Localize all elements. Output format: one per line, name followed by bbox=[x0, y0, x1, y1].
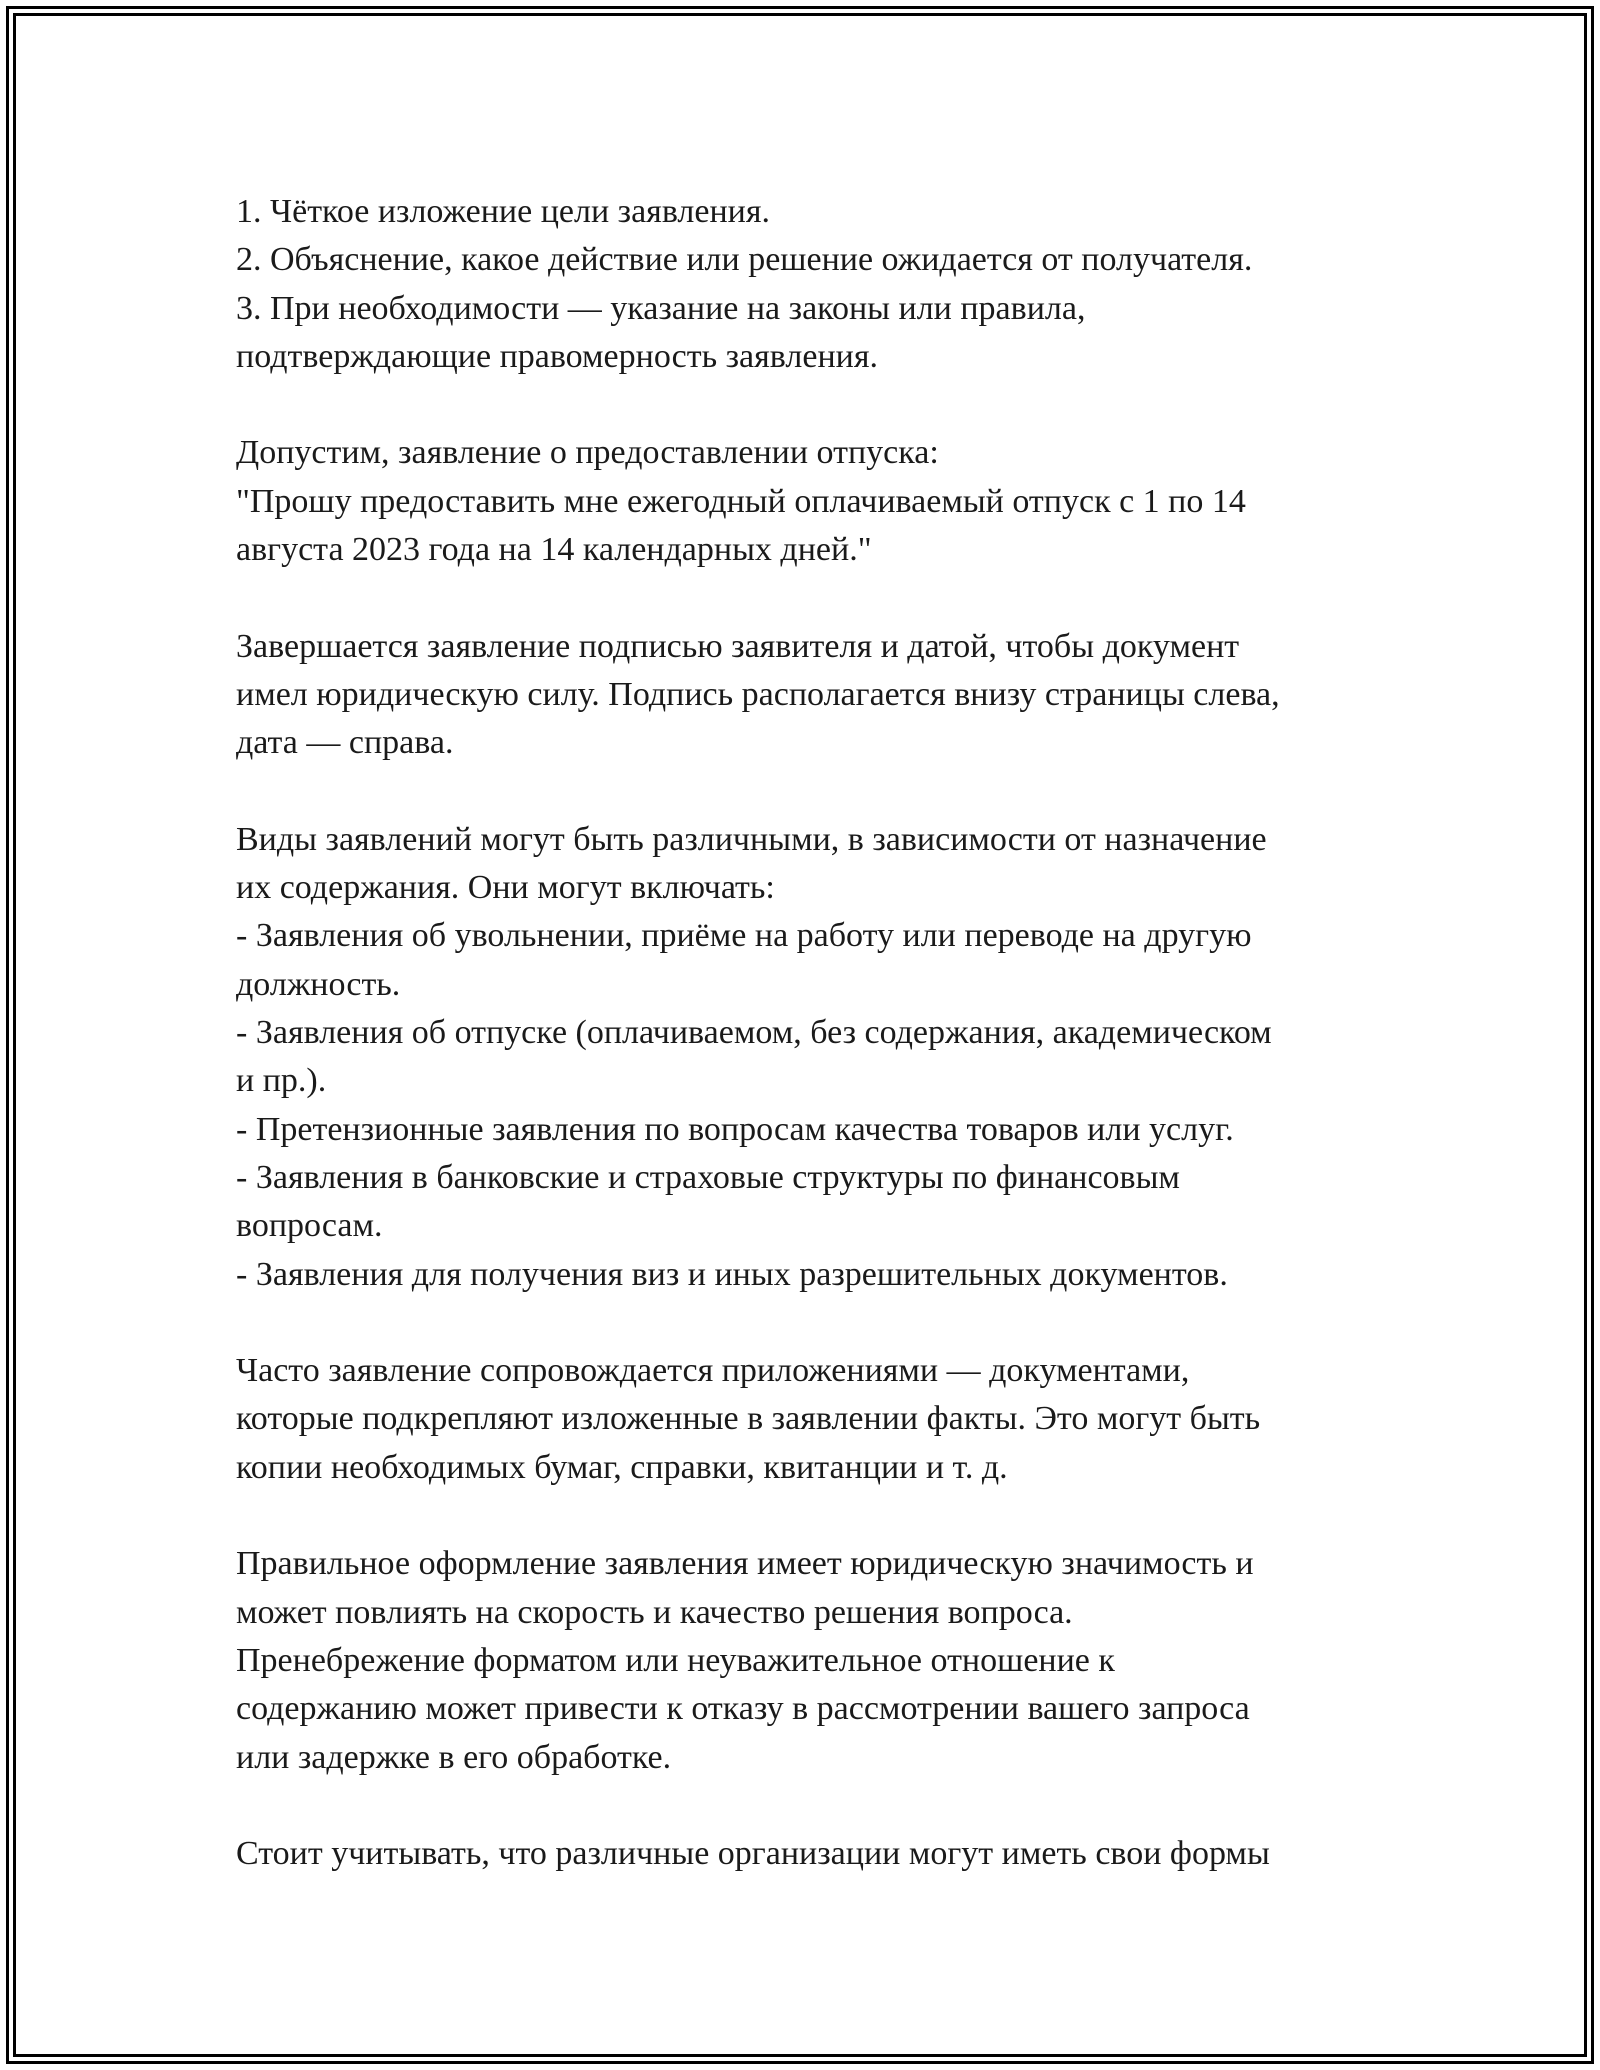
text-line: августа 2023 года на 14 календарных дней." bbox=[236, 531, 872, 569]
text-line: и пр.). bbox=[236, 1062, 327, 1100]
text-line: Завершается заявление подписью заявителя и датой, чтобы документ bbox=[236, 627, 1240, 665]
text-line: 1. Чёткое изложение цели заявления. bbox=[236, 193, 771, 230]
paragraph-4 bbox=[236, 816, 1436, 1299]
text-line: 3. При необходимости — указание на законы или правила, bbox=[236, 289, 1086, 327]
paragraph-3 bbox=[236, 623, 1436, 768]
text-line: должность. bbox=[236, 965, 401, 1003]
text-line: вопросам. bbox=[236, 1207, 383, 1245]
text-line: имел юридическую силу. Подпись располагается внизу страницы слева, bbox=[236, 675, 1280, 713]
text-line: - Заявления для получения виз и иных разрешительных документов. bbox=[236, 1255, 1228, 1293]
text-line: Допустим, заявление о предоставлении отпуска: bbox=[236, 434, 939, 472]
text-line: содержанию может привести к отказу в рассмотрении вашего запроса bbox=[236, 1690, 1250, 1728]
text-line: Виды заявлений могут быть различными, в зависимости от назначение bbox=[236, 820, 1267, 858]
text-line: "Прошу предоставить мне ежегодный оплачиваемый отпуск с 1 по 14 bbox=[236, 482, 1246, 520]
paragraph-5 bbox=[236, 1347, 1436, 1492]
text-line: - Заявления в банковские и страховые структуры по финансовым bbox=[236, 1158, 1180, 1196]
text-line: копии необходимых бумаг, справки, квитанции и т. д. bbox=[236, 1448, 1008, 1486]
text-line: Пренебрежение форматом или неуважительное отношение к bbox=[236, 1641, 1115, 1679]
paragraph-7 bbox=[236, 1830, 1436, 1878]
text-line: Часто заявление сопровождается приложениями — документами, bbox=[236, 1352, 1190, 1390]
text-line: Правильное оформление заявления имеет юридическую значимость и bbox=[236, 1545, 1254, 1583]
text-line: 2. Объяснение, какое действие или решение ожидается от получателя. bbox=[236, 241, 1253, 279]
text-line: - Заявления об увольнении, приёме на работу или переводе на другую bbox=[236, 917, 1252, 955]
paragraph-2 bbox=[236, 429, 1436, 574]
text-line: их содержания. Они могут включать: bbox=[236, 869, 775, 907]
text-line: подтверждающие правомерность заявления. bbox=[236, 337, 878, 375]
text-line: которые подкрепляют изложенные в заявлении факты. Это могут быть bbox=[236, 1400, 1261, 1438]
text-line: - Претензионные заявления по вопросам качества товаров или услуг. bbox=[236, 1110, 1234, 1148]
paragraph-1 bbox=[236, 188, 1436, 381]
text-line: - Заявления об отпуске (оплачиваемом, без содержания, академическом bbox=[236, 1014, 1272, 1052]
text-line: дата — справа. bbox=[236, 724, 454, 762]
paragraph-6 bbox=[236, 1540, 1436, 1781]
text-line: Стоит учитывать, что различные организации могут иметь свои формы bbox=[236, 1835, 1270, 1873]
text-line: может повлиять на скорость и качество решения вопроса. bbox=[236, 1593, 1073, 1631]
document-body bbox=[236, 188, 1436, 1878]
text-line: или задержке в его обработке. bbox=[236, 1738, 672, 1776]
